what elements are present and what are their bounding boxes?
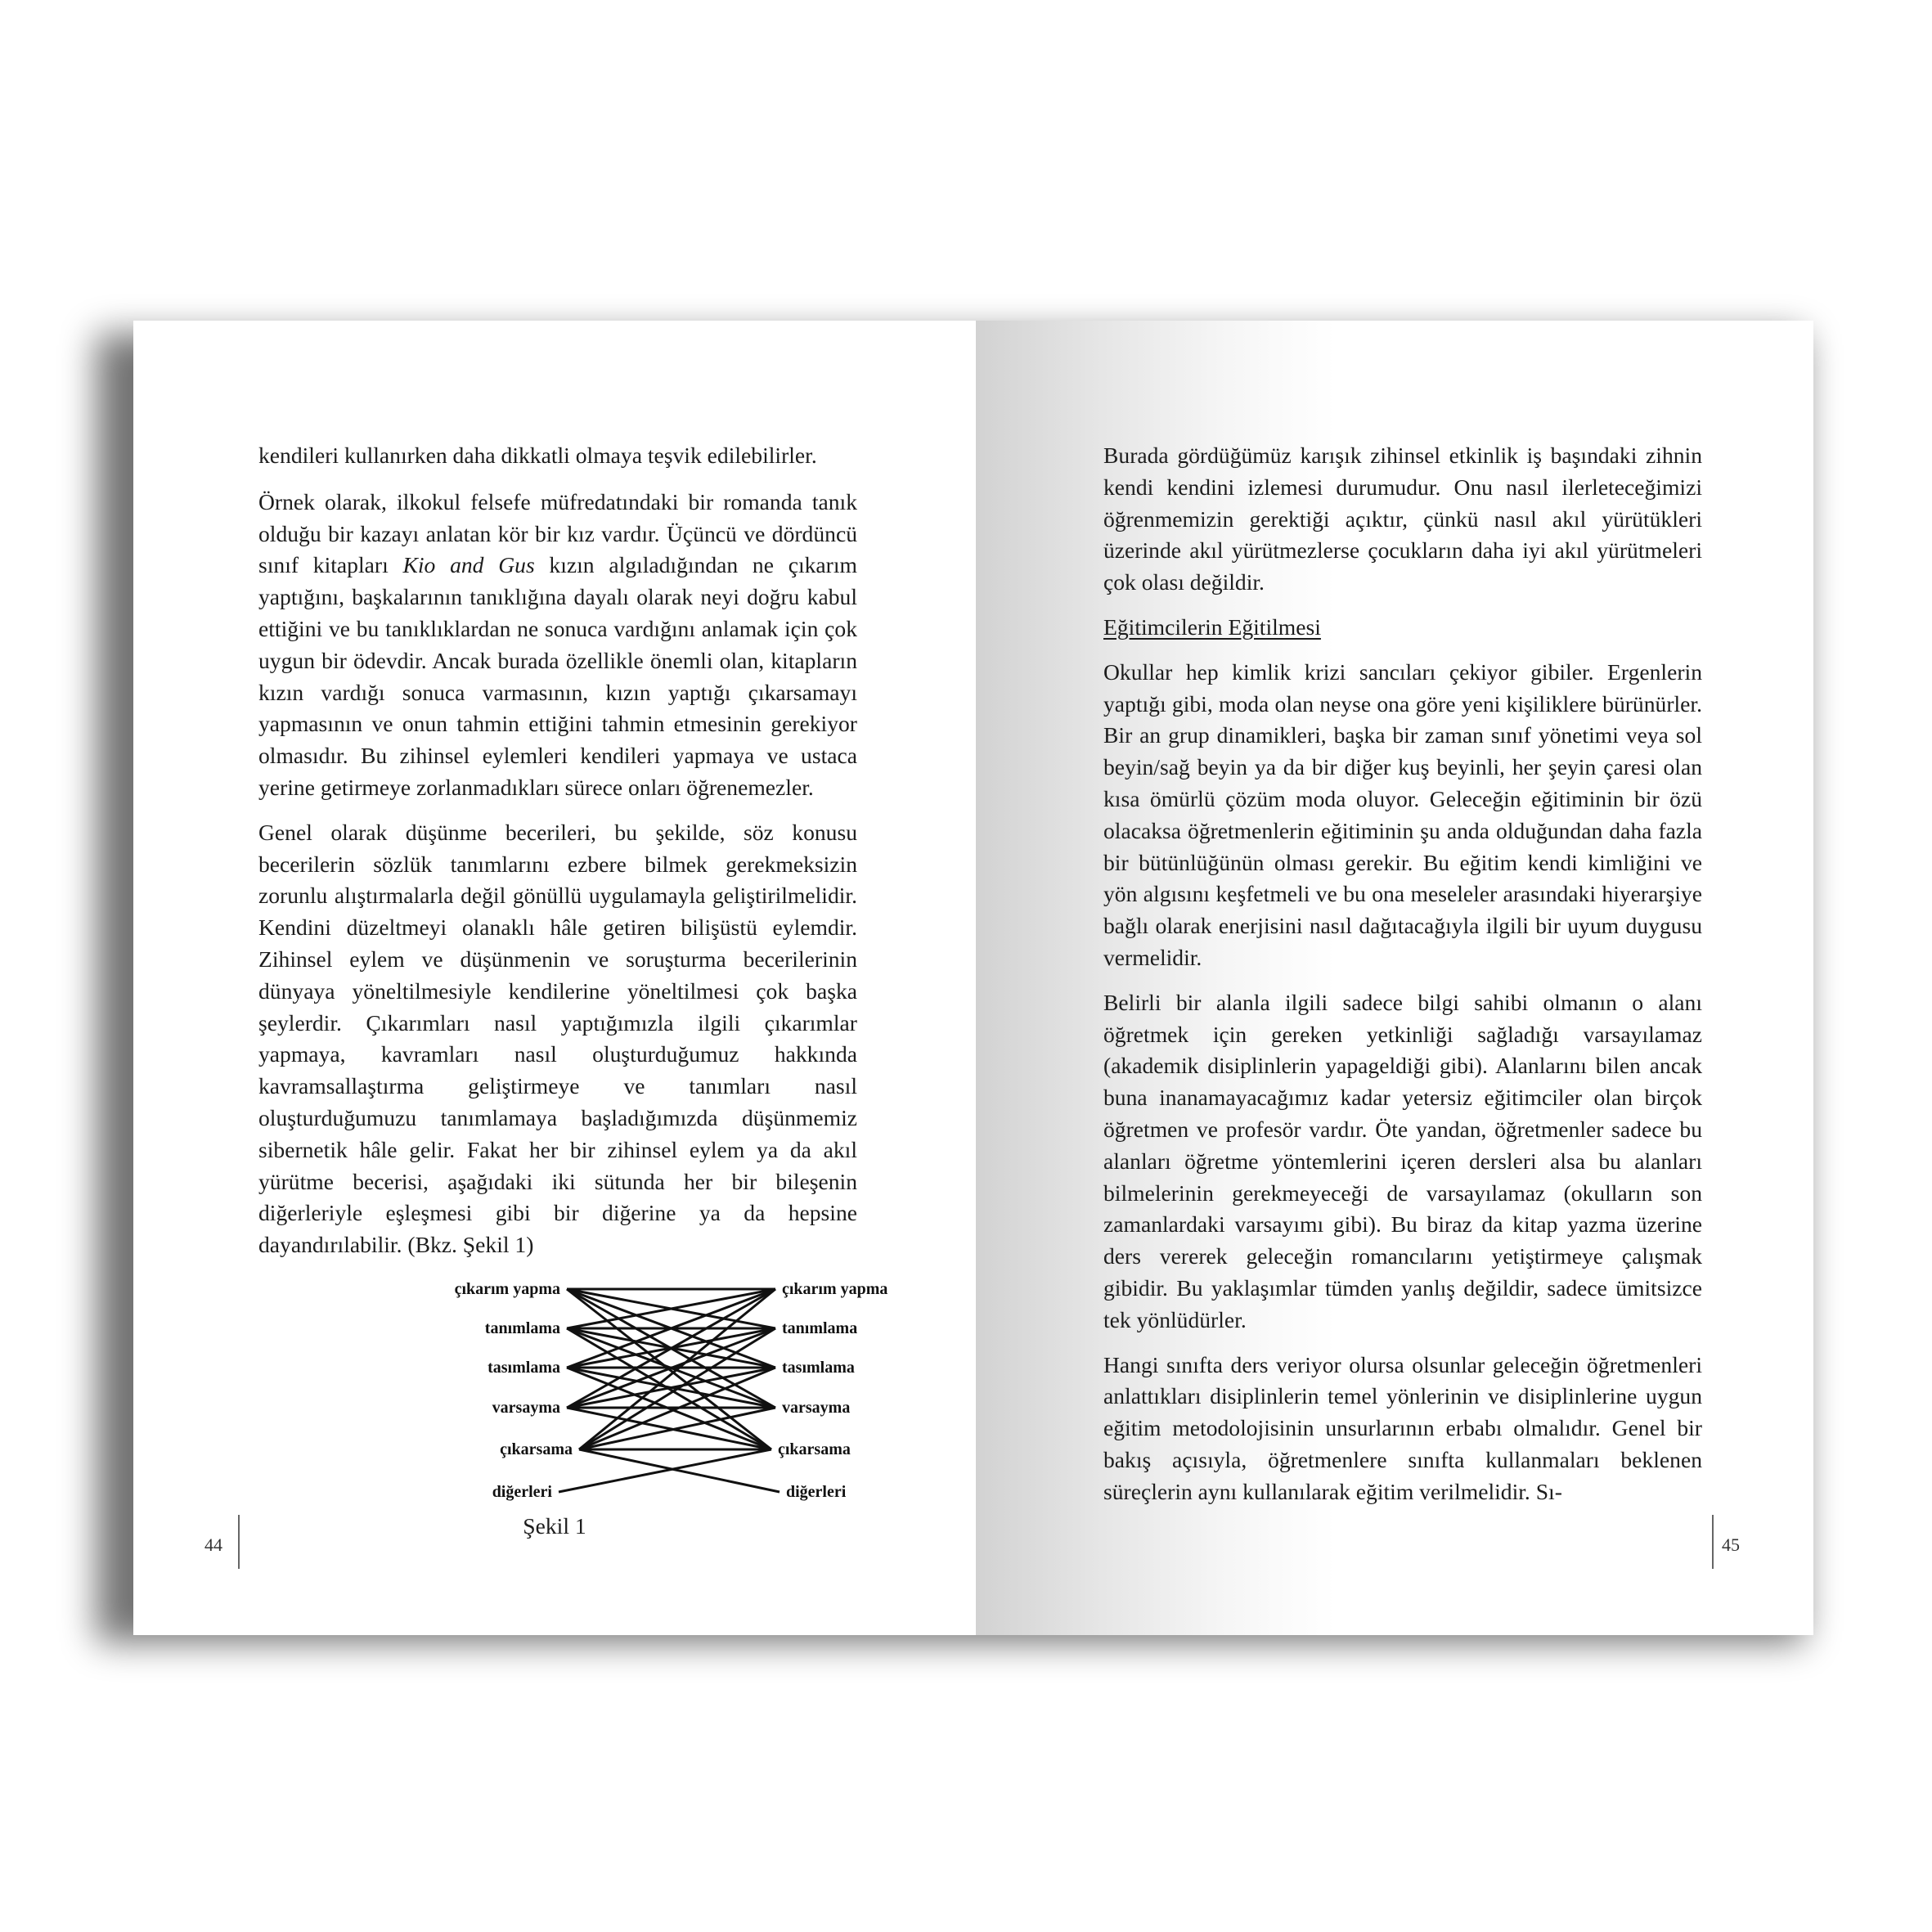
paragraph: Burada gördüğümüz karışık zihinsel etkinlik iş başındaki zihnin kendi kendini izlemesi durumudur. Onu nasıl ilerleteceğimizi öğrenmemizin gerektiği açıktır, çünkü nasıl akıl yürütükleri üzerinde akıl yürütmezlerse çocukların daha iyi akıl yürütmeleri çok olası değildir. — [1103, 443, 1702, 595]
left-column-label: tanımlama — [484, 1319, 560, 1337]
section-heading: Eğitimcilerin Eğitilmesi — [1103, 613, 1321, 640]
left-column-label: çıkarsama — [500, 1440, 573, 1458]
paragraph-text: Örnek olarak, ilkokul felsefe müfredatındaki bir romanda tanık olduğu bir kazayı anlatan kör bir kız vardır. Üçüncü ve dördüncü sınıf kitapları — [258, 488, 857, 578]
page-number-right: 45 — [1722, 1534, 1740, 1555]
right-column-label: çıkarsama — [778, 1440, 851, 1458]
figure-1 — [297, 1274, 968, 1520]
connection-line — [559, 1449, 771, 1492]
right-page-text — [1103, 440, 1702, 1521]
right-column-label: çıkarım yapma — [782, 1280, 888, 1298]
paragraph: Genel olarak düşünme becerileri, bu şekilde, söz konusu becerilerin sözlük tanımlarını ezbere bilmek gerekmeksizin zorunlu alıştırmalarla değil gönüllü uygulamayla geliştirilmelidir. Kendini düzeltmeyi olanaklı hâle getiren bilişüstü eylemdir. Zihinsel eylem ve düşünmenin ve soruşturma becerilerinin dünyaya yöneltilmesiyle kendilerine yöneltilmesi çok başka şeylerdir. Çıkarımları nasıl yaptığımızla ilgili çıkarımlar yapmaya, kavramları nasıl oluşturduğumuz hakkında kavramsallaştırma geliştirmeye ve tanımları nasıl oluşturduğumuzu tanımlamaya başladığımızda düşünmemiz sibernetik hâle gelir. Fakat her bir zihinsel eylem ya da akıl yürütme becerisi, aşağıdaki iki sütunda her bir bileşenin diğerleriyle eşleşmesi gibi bir diğerine ya da hepsine dayandırılabilir. (Bkz. Şekil 1) — [258, 819, 857, 1258]
book-title-italic: Kio and Gus — [402, 552, 535, 578]
paragraph — [258, 487, 857, 804]
connection-line — [579, 1449, 780, 1492]
paragraph: Hangi sınıfta ders veriyor olursa olsunlar geleceğin öğretmenleri anlattıkları disiplinlerin temel yönlerinin ve disiplinlerine uygun eğitim metodolojisinin unsurlarının erbabı olmalıdır. Genel bir bakış açısıyla, öğretmenlere sınıfta kullanmaları beklenen süreçlerin aynı kullanılarak eğitim verilmelidir. Sı- — [1103, 1351, 1702, 1504]
book-spread — [133, 321, 1813, 1635]
paragraph: Okullar hep kimlik krizi sancıları çekiyor gibiler. Ergenlerin yaptığı gibi, moda olan neyse ona göre yeni kişiliklere bürünürler. Bir an grup dinamikleri, başka bir zaman sınıf yönetimi veya sol beyin/sağ beyin ya da bir diğer kuş beyinli, her şeyin çaresi olan kısa ömürlü çözüm moda oluyor. Geleceğin eğitiminin bir özü olacaksa öğretmenlerin eğitiminin şu anda olduğundan daha fazla bir bütünlüğünün olması gerekir. Bu eğitim kendi kimliğini ve yön algısını keşfetmeli ve bu ona meseleler arasındaki hiyerarşiye bağlı olarak enerjisini nasıl dağıtacağıyla ilgili bir uyum duygusu vermelidir. — [1103, 658, 1702, 970]
left-page-text — [258, 440, 857, 1274]
right-column-label: tasımlama — [782, 1359, 855, 1377]
connection-lines — [559, 1289, 780, 1492]
right-column-label: diğerleri — [786, 1483, 847, 1501]
page-number-left: 44 — [204, 1534, 222, 1555]
left-column-label: çıkarım yapma — [454, 1280, 560, 1298]
paragraph: Belirli bir alanla ilgili sadece bilgi sahibi olmanın o alanı öğretmek için gereken yetkinliği sağladığı varsayılamaz (akademik disiplinlerin yapageldiği gibi). Alanlarını bilen ancak buna inanamayacağımız kadar yetersiz eğitimciler olan birçok öğretmen ve profesör vardır. Öte yandan, öğretmenler sadece bu alanları öğretme yöntemlerini içeren dersleri alsa bu alanları bilmelerinin gerekmeyeceği de varsayılamaz (okulların son zamanlardaki varsayımı gibi). Bu biraz da kitap yazma üzerine ders vererek geleceğin romancılarını yetiştirmeye çalışmak gibidir. Bu yaklaşımlar tümden yanlış değildir, sadece ümitsizce tek yönlüdürler. — [1103, 989, 1702, 1332]
page-rule — [238, 1515, 240, 1569]
left-column-label: varsayma — [492, 1399, 560, 1417]
paragraph-text: kızın algıladığından ne çıkarım yaptığını, başkalarının tanıklığına dayalı olarak neyi doğru kabul ettiğini ve bu tanıklıklardan ne sonuca vardığını anlamak için çok uygun bir ödevdir. Ancak burada özellikle önemli olan, kitapların kızın vardığı sonuca varmasının, kızın yaptığı çıkarsamayı yapmasının ve onun tahmin ettiğini tahmin etmesinin gerekiyor olmasıdır. Bu zihinsel eylemleri kendileri yapmaya ve ustaca yerine getirmeye zorlanmadıkları sürece onları öğrenemezler. — [258, 552, 857, 800]
matching-diagram — [297, 1274, 968, 1520]
right-column-label: varsayma — [782, 1399, 851, 1417]
paragraph: kendileri kullanırken daha dikkatli olmaya teşvik edilebilirler. — [258, 443, 817, 468]
page-rule — [1712, 1515, 1714, 1569]
left-column-label: diğerleri — [492, 1483, 552, 1501]
left-column-label: tasımlama — [487, 1359, 560, 1377]
figure-caption: Şekil 1 — [523, 1513, 586, 1539]
right-column-label: tanımlama — [782, 1319, 858, 1337]
